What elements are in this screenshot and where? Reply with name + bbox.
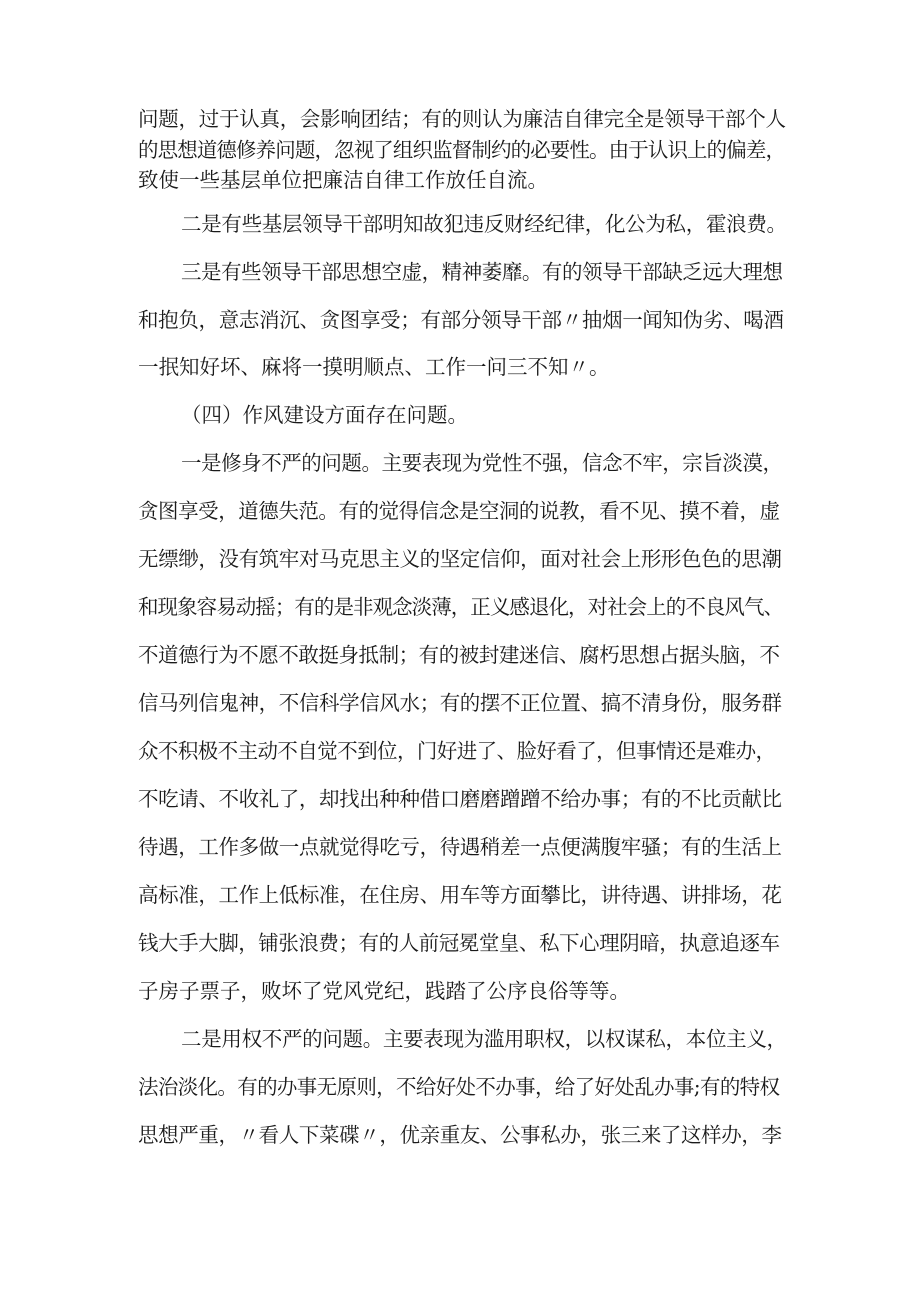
text-line: 的思想道德修养问题，忽视了组织监督制约的必要性。由于认识上的偏差， <box>138 138 786 162</box>
text-line: 贪图享受，道德失范。有的觉得信念是空洞的说教，看不见、摸不着，虚 <box>138 499 780 523</box>
section-heading: （四）作风建设方面存在问题。 <box>181 403 468 427</box>
text-line: 不吃请、不收礼了，却找出种种借口磨磨蹭蹭不给办事；有的不比贡献比 <box>138 787 782 811</box>
text-line: 一抿知好坏、麻将一摸明顺点、工作一问三不知〃。 <box>138 355 610 379</box>
text-line: 致使一些基层单位把廉洁自律工作放任自流。 <box>138 168 548 192</box>
text-line: 思想严重，〃看人下菜碟〃，优亲重友、公事私办，张三来了这样办，李 <box>138 1123 782 1147</box>
text-line: 不道德行为不愿不敢挺身抵制；有的被封建迷信、腐朽思想占据头脑，不 <box>138 643 780 667</box>
text-line: 信马列信鬼神，不信科学信风水；有的摆不正位置、搞不清身份，服务群 <box>138 691 782 715</box>
text-line: 高标准，工作上低标准，在住房、用车等方面攀比，讲待遇、讲排场，花 <box>138 883 782 907</box>
text-line: 众不积极不主动不自觉不到位，门好进了、脸好看了，但事情还是难办， <box>138 739 776 763</box>
text-line: 三是有些领导干部思想空虚，精神萎靡。有的领导干部缺乏远大理想 <box>181 260 783 284</box>
text-line: 问题，过于认真，会影响团结；有的则认为廉洁自律完全是领导干部个人 <box>138 107 786 131</box>
text-line: 子房子票子，败坏了党风党纪，践踏了公序良俗等等。 <box>138 979 630 1003</box>
text-line: 和抱负，意志消沉、贪图享受；有部分领导干部〃抽烟一闻知伪劣、喝酒 <box>138 308 784 332</box>
text-line: 二是用权不严的问题。主要表现为滥用职权，以权谋私，本位主义， <box>181 1027 787 1051</box>
text-line: 法治淡化。有的办事无原则，不给好处不办事，给了好处乱办事;有的特权 <box>138 1075 780 1099</box>
text-line: 待遇，工作多做一点就觉得吃亏，待遇稍差一点便满腹牢骚；有的生活上 <box>138 835 782 859</box>
text-line: 无缥缈，没有筑牢对马克思主义的坚定信仰，面对社会上形形色色的思潮 <box>138 547 782 571</box>
text-line: 一是修身不严的问题。主要表现为党性不强，信念不牢，宗旨淡漠， <box>181 451 783 475</box>
text-line: 二是有些基层领导干部明知故犯违反财经纪律，化公为私，霍浪费。 <box>181 212 787 236</box>
text-line: 钱大手大脚，铺张浪费；有的人前冠冕堂皇、私下心理阴暗，执意追逐车 <box>138 931 780 955</box>
text-line: 和现象容易动摇；有的是非观念淡薄，正义感退化，对社会上的不良风气、 <box>138 595 784 619</box>
